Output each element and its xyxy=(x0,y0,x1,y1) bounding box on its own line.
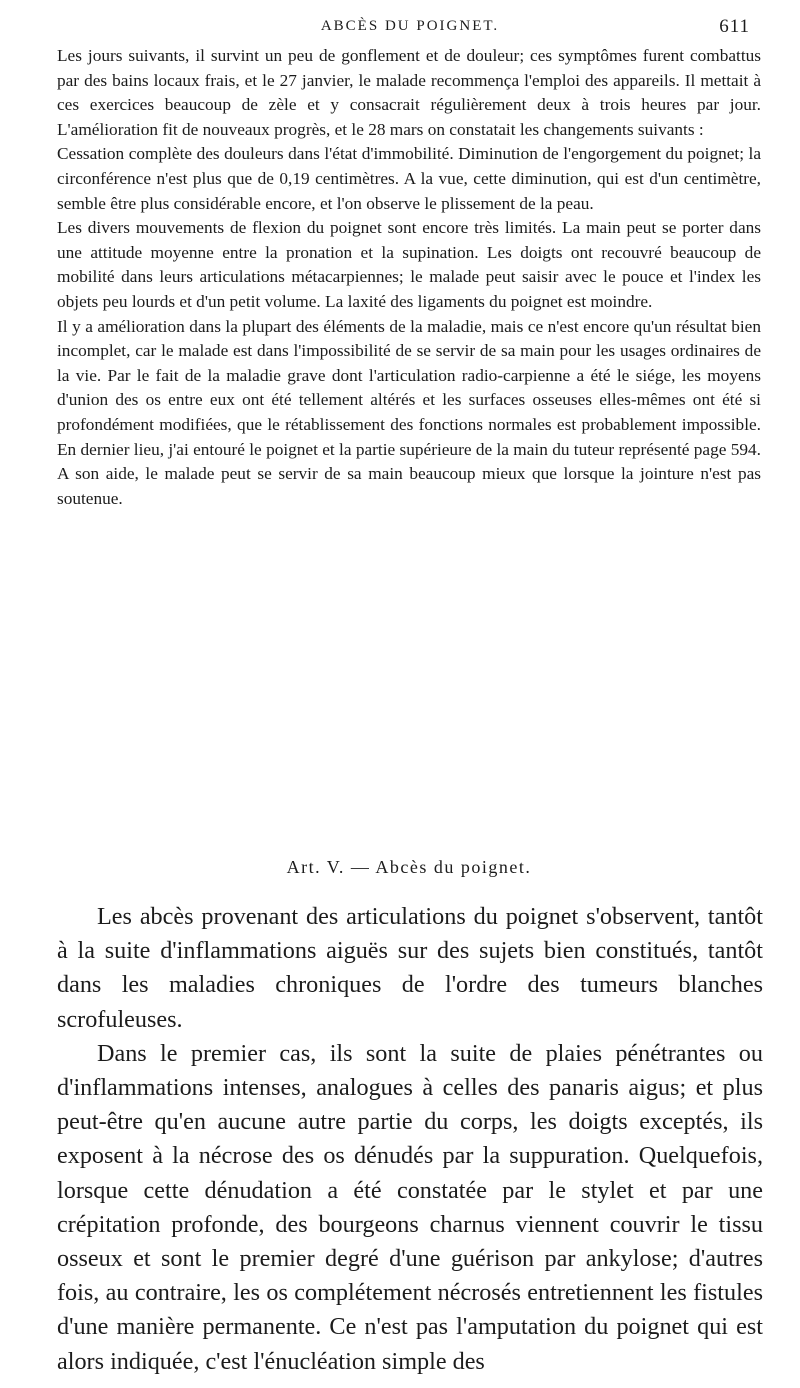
paragraph: Dans le premier cas, ils sont la suite de plaies pénétrantes ou d'inflammations intenses, analogues à celles des panaris aigus; et plus peut-être qu'en aucune autre partie du corps, les doigts exceptés, ils exposent à la nécrose des os dénudés par la suppuration. Quelquefois, lorsque cette dénudation a été constatée par le stylet et par une crépitation profonde, des bourgeons charnus viennent couvrir le tissu osseux et sont le premier degré d'une guérison par ankylose; d'autres fois, au contraire, les os complétement nécrosés entretiennent les fistules d'une manière permanente. Ce n'est pas l'amputation du poignet qui est alors indiquée, c'est l'énucléation simple des xyxy=(57,1039,763,1375)
case-report-text xyxy=(57,44,761,511)
running-title: ABCÈS DU POIGNET. xyxy=(320,18,500,34)
running-head xyxy=(60,14,760,40)
section-heading: Art. V. — Abcès du poignet. xyxy=(286,857,532,877)
main-text xyxy=(57,900,763,1379)
paragraph: Les abcès provenant des articulations du poignet s'observent, tantôt à la suite d'inflammations aiguës sur des sujets bien constitués, tantôt dans les maladies chroniques de l'ordre des tumeurs blanches scrofuleuses. xyxy=(57,903,763,1033)
page-number: 611 xyxy=(719,16,750,37)
paragraph: Il y a amélioration dans la plupart des éléments de la maladie, mais ce n'est encore qu'un résultat bien incomplet, car le malade est dans l'impossibilité de se servir de sa main pour les usages ordinaires de la vie. Par le fait de la maladie grave dont l'articulation radio-carpienne a été le siége, les moyens d'union des os entre eux ont été tellement altérés et les surfaces osseuses elles-mêmes ont été si profondément modifiées, que le rétablissement des fonctions normales est probablement impossible. En dernier lieu, j'ai entouré le poignet et la partie supérieure de la main du tuteur représenté page 594. A son aide, le malade peut se servir de sa main beaucoup mieux que lorsque la jointure n'est pas soutenue. xyxy=(57,316,761,508)
paragraph: Les divers mouvements de flexion du poignet sont encore très limités. La main peut se porter dans une attitude moyenne entre la pronation et la supination. Les doigts ont recouvré beaucoup de mobilité dans leurs articulations métacarpiennes; le malade peut saisir avec le pouce et l'index les objets peu lourds et d'un petit volume. La laxité des ligaments du poignet est moindre. xyxy=(57,218,761,311)
paragraph: Les jours suivants, il survint un peu de gonflement et de douleur; ces symptômes furent combattus par des bains locaux frais, et le 27 janvier, le malade recommença l'emploi des appareils. Il mettait à ces exercices beaucoup de zèle et y consacrait régulièrement deux à trois heures par jour. L'amélioration fit de nouveaux progrès, et le 28 mars on constatait les changements suivants : xyxy=(57,46,761,139)
paragraph: Cessation complète des douleurs dans l'état d'immobilité. Diminution de l'engorgement du poignet; la circonférence n'est plus que de 0,19 centimètres. A la vue, cette diminution, qui est d'un centimètre, semble être plus considérable encore, et l'on observe le plissement de la peau. xyxy=(57,144,761,213)
